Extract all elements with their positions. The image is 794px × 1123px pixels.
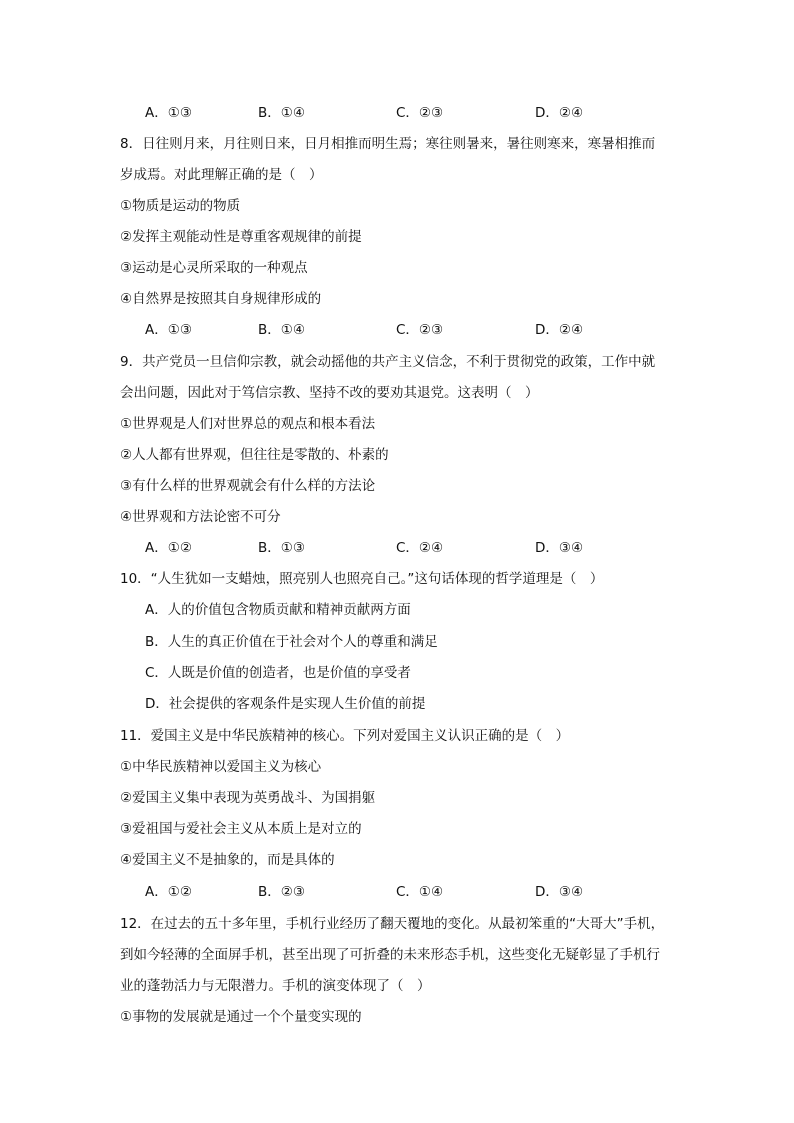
q9-item-3: ③有什么样的世界观就会有什么样的方法论 bbox=[120, 478, 376, 494]
q11-option-d: D．③④ bbox=[535, 884, 584, 900]
q9-option-d: D．③④ bbox=[535, 540, 584, 556]
q8-option-a: A．①③ bbox=[145, 322, 192, 338]
q12-item-1: ①事物的发展就是通过一个个量变实现的 bbox=[120, 1009, 362, 1025]
q8-option-d: D．②④ bbox=[535, 322, 584, 338]
q7-option-d: D．②④ bbox=[535, 105, 584, 121]
q12-stem-line-3: 业的蓬勃活力与无限潜力。手机的演变体现了（ ） bbox=[120, 978, 431, 994]
q11-option-c: C．①④ bbox=[396, 884, 444, 900]
q10-choice-b: B．人生的真正价值在于社会对个人的尊重和满足 bbox=[145, 634, 438, 650]
q8-option-b: B．①④ bbox=[258, 322, 305, 338]
q8-stem-line-1: 8．日往则月来，月往则日来，日月相推而明生焉；寒往则暑来，暑往则寒来，寒暑相推而 bbox=[120, 136, 656, 152]
q8-item-2: ②发挥主观能动性是尊重客观规律的前提 bbox=[120, 229, 362, 245]
q9-stem-line-1: 9．共产党员一旦信仰宗教，就会动摇他的共产主义信念，不利于贯彻党的政策，工作中就 bbox=[120, 354, 656, 370]
q9-option-b: B．①③ bbox=[258, 540, 305, 556]
q9-item-2: ②人人都有世界观，但往往是零散的、朴素的 bbox=[120, 447, 389, 463]
q12-stem-line-1: 12．在过去的五十多年里，手机行业经历了翻天覆地的变化。从最初笨重的“大哥大”手机， bbox=[120, 916, 665, 932]
q8-item-1: ①物质是运动的物质 bbox=[120, 198, 241, 214]
q9-option-a: A．①② bbox=[145, 540, 192, 556]
q7-option-a: A．①③ bbox=[145, 105, 192, 121]
q11-item-4: ④爱国主义不是抽象的，而是具体的 bbox=[120, 852, 335, 868]
q9-stem-line-2: 会出问题，因此对于笃信宗教、坚持不改的要劝其退党。这表明（ ） bbox=[120, 385, 539, 401]
q11-option-a: A．①② bbox=[145, 884, 192, 900]
q7-option-c: C．②③ bbox=[396, 105, 444, 121]
q11-stem-line-1: 11．爱国主义是中华民族精神的核心。下列对爱国主义认识正确的是（ ） bbox=[120, 728, 570, 744]
q10-choice-d: D．社会提供的客观条件是实现人生价值的前提 bbox=[145, 696, 426, 712]
q9-item-4: ④世界观和方法论密不可分 bbox=[120, 509, 281, 525]
q11-item-2: ②爱国主义集中表现为英勇战斗、为国捐躯 bbox=[120, 790, 376, 806]
q7-option-b: B．①④ bbox=[258, 105, 305, 121]
q10-stem-line-1: 10．“人生犹如一支蜡烛，照亮别人也照亮自己。”这句话体现的哲学道理是（ ） bbox=[120, 571, 604, 587]
q8-option-c: C．②③ bbox=[396, 322, 444, 338]
q8-item-4: ④自然界是按照其自身规律形成的 bbox=[120, 291, 322, 307]
q11-option-b: B．②③ bbox=[258, 884, 305, 900]
q8-stem-line-2: 岁成焉。对此理解正确的是（ ） bbox=[120, 167, 323, 183]
q8-item-3: ③运动是心灵所采取的一种观点 bbox=[120, 260, 308, 276]
q10-choice-c: C．人既是价值的创造者，也是价值的享受者 bbox=[145, 665, 411, 681]
q11-item-1: ①中华民族精神以爱国主义为核心 bbox=[120, 759, 322, 775]
q12-stem-line-2: 到如今轻薄的全面屏手机，甚至出现了可折叠的未来形态手机，这些变化无疑彰显了手机行 bbox=[120, 947, 660, 963]
q11-item-3: ③爱祖国与爱社会主义从本质上是对立的 bbox=[120, 821, 362, 837]
q9-option-c: C．②④ bbox=[396, 540, 444, 556]
q9-item-1: ①世界观是人们对世界总的观点和根本看法 bbox=[120, 416, 376, 432]
q10-choice-a: A．人的价值包含物质贡献和精神贡献两方面 bbox=[145, 602, 411, 618]
